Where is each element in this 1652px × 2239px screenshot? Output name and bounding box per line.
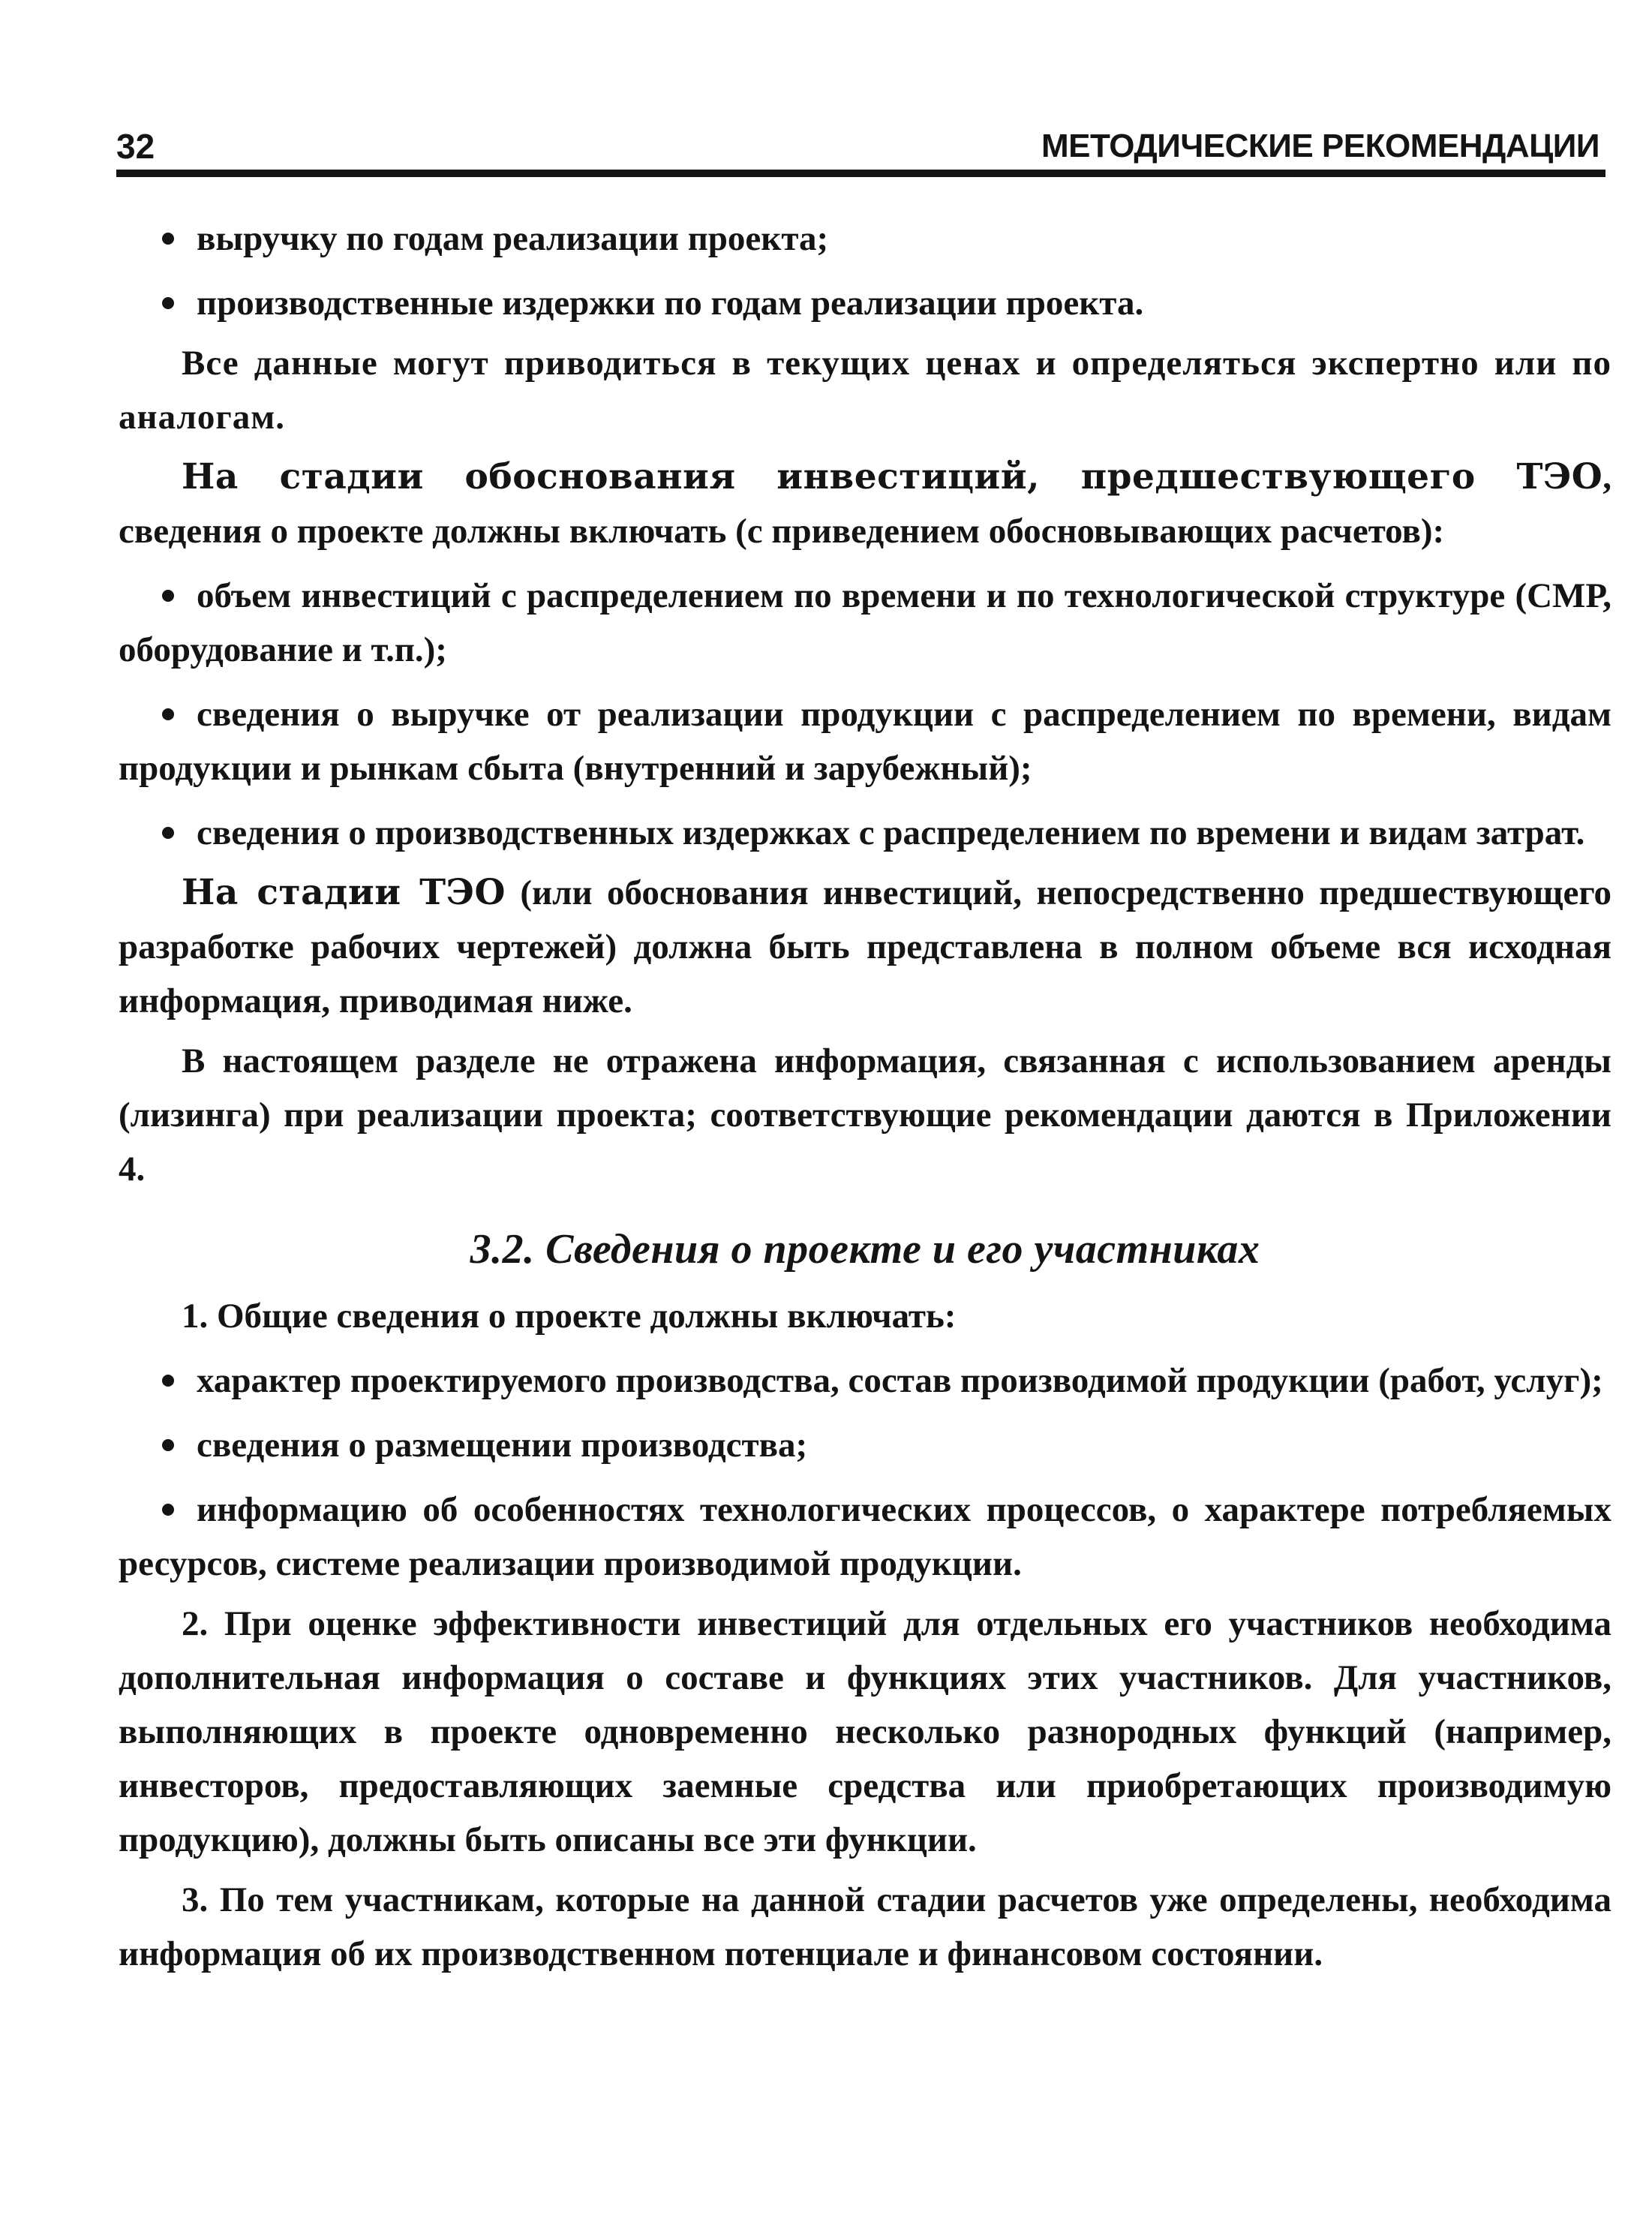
item-2: 2. При оценке эффективности инвестиций для отдельных его участников необходима дополнительная информация о составе и функциях этих участников. Для участников, выполняющих в проекте одновременно несколько разнородных функций (например, инвесторов, предоставляющих заемные средства или приобретающих производимую продукцию), должны быть описаны все эти функции. — [119, 1604, 1611, 1859]
bullet-icon — [162, 1439, 174, 1451]
bullet-icon — [162, 590, 174, 602]
bullet-icon — [162, 1375, 174, 1387]
list-item: сведения о производственных издержках с распределением по времени и видам затрат. — [119, 806, 1611, 860]
section-heading: 3.2. Сведения о проекте и его участниках — [470, 1226, 1260, 1273]
list-item: сведения о размещении производства; — [119, 1418, 1611, 1472]
bullet-icon — [162, 233, 174, 245]
header-rule — [116, 170, 1605, 177]
paragraph-stage-teo: На стадии ТЭО (или обоснования инвестиций, непосредственно предшествующего разработке рабочих чертежей) должна быть представлена в полном объеме вся исходная информация, приводимая ниже. — [119, 872, 1611, 1020]
list-item: характер проектируемого производства, состав производимой продукции (работ, услуг); — [119, 1354, 1611, 1408]
body-text — [119, 201, 1611, 1981]
paragraph-lead: На стадии ТЭО — [182, 872, 506, 913]
bullet-icon — [162, 297, 174, 309]
paragraph-lead: На стадии обоснования инвестиций, предшествующего ТЭО — [182, 456, 1603, 497]
list-item: производственные издержки по годам реализации проекта. — [119, 276, 1611, 330]
item-3: 3. По тем участникам, которые на данной стадии расчетов уже определены, необходима информация об их производственном потенциале и финансовом состоянии. — [119, 1880, 1611, 1973]
paragraph-all-data: Все данные могут приводиться в текущих ценах и определяться экспертно или по аналогам. — [119, 344, 1611, 437]
bullet-icon — [162, 1504, 174, 1516]
running-title: МЕТОДИЧЕСКИЕ РЕКОМЕНДАЦИИ — [1041, 128, 1599, 164]
list-item: сведения о выручке от реализации продукции с распределением по времени, видам продукции и рынкам сбыта (внутренний и зарубежный); — [119, 695, 1611, 788]
bullet-icon — [162, 708, 174, 720]
list-item: информацию об особенностях технологических процессов, о характере потребляемых ресурсов, системе реализации производимой продукции. — [119, 1490, 1611, 1583]
page-number: 32 — [116, 127, 155, 166]
running-header — [116, 124, 1599, 173]
list-item: выручку по годам реализации проекта; — [119, 212, 1611, 266]
item-1-intro: 1. Общие сведения о проекте должны включать: — [182, 1297, 957, 1336]
list-item: объем инвестиций с распределением по времени и по технологической структуре (СМР, оборудование и т.п.); — [119, 576, 1611, 669]
paragraph-stage-investment-justification: На стадии обоснования инвестиций, предшествующего ТЭО, сведения о проекте должны включать (с приведением обосновывающих расчетов): — [119, 456, 1611, 551]
bullet-icon — [162, 827, 174, 839]
paragraph-leasing: В настоящем разделе не отражена информация, связанная с использованием аренды (лизинга) при реализации проекта; соответствующие рекомендации даются в Приложении 4. — [119, 1041, 1611, 1189]
